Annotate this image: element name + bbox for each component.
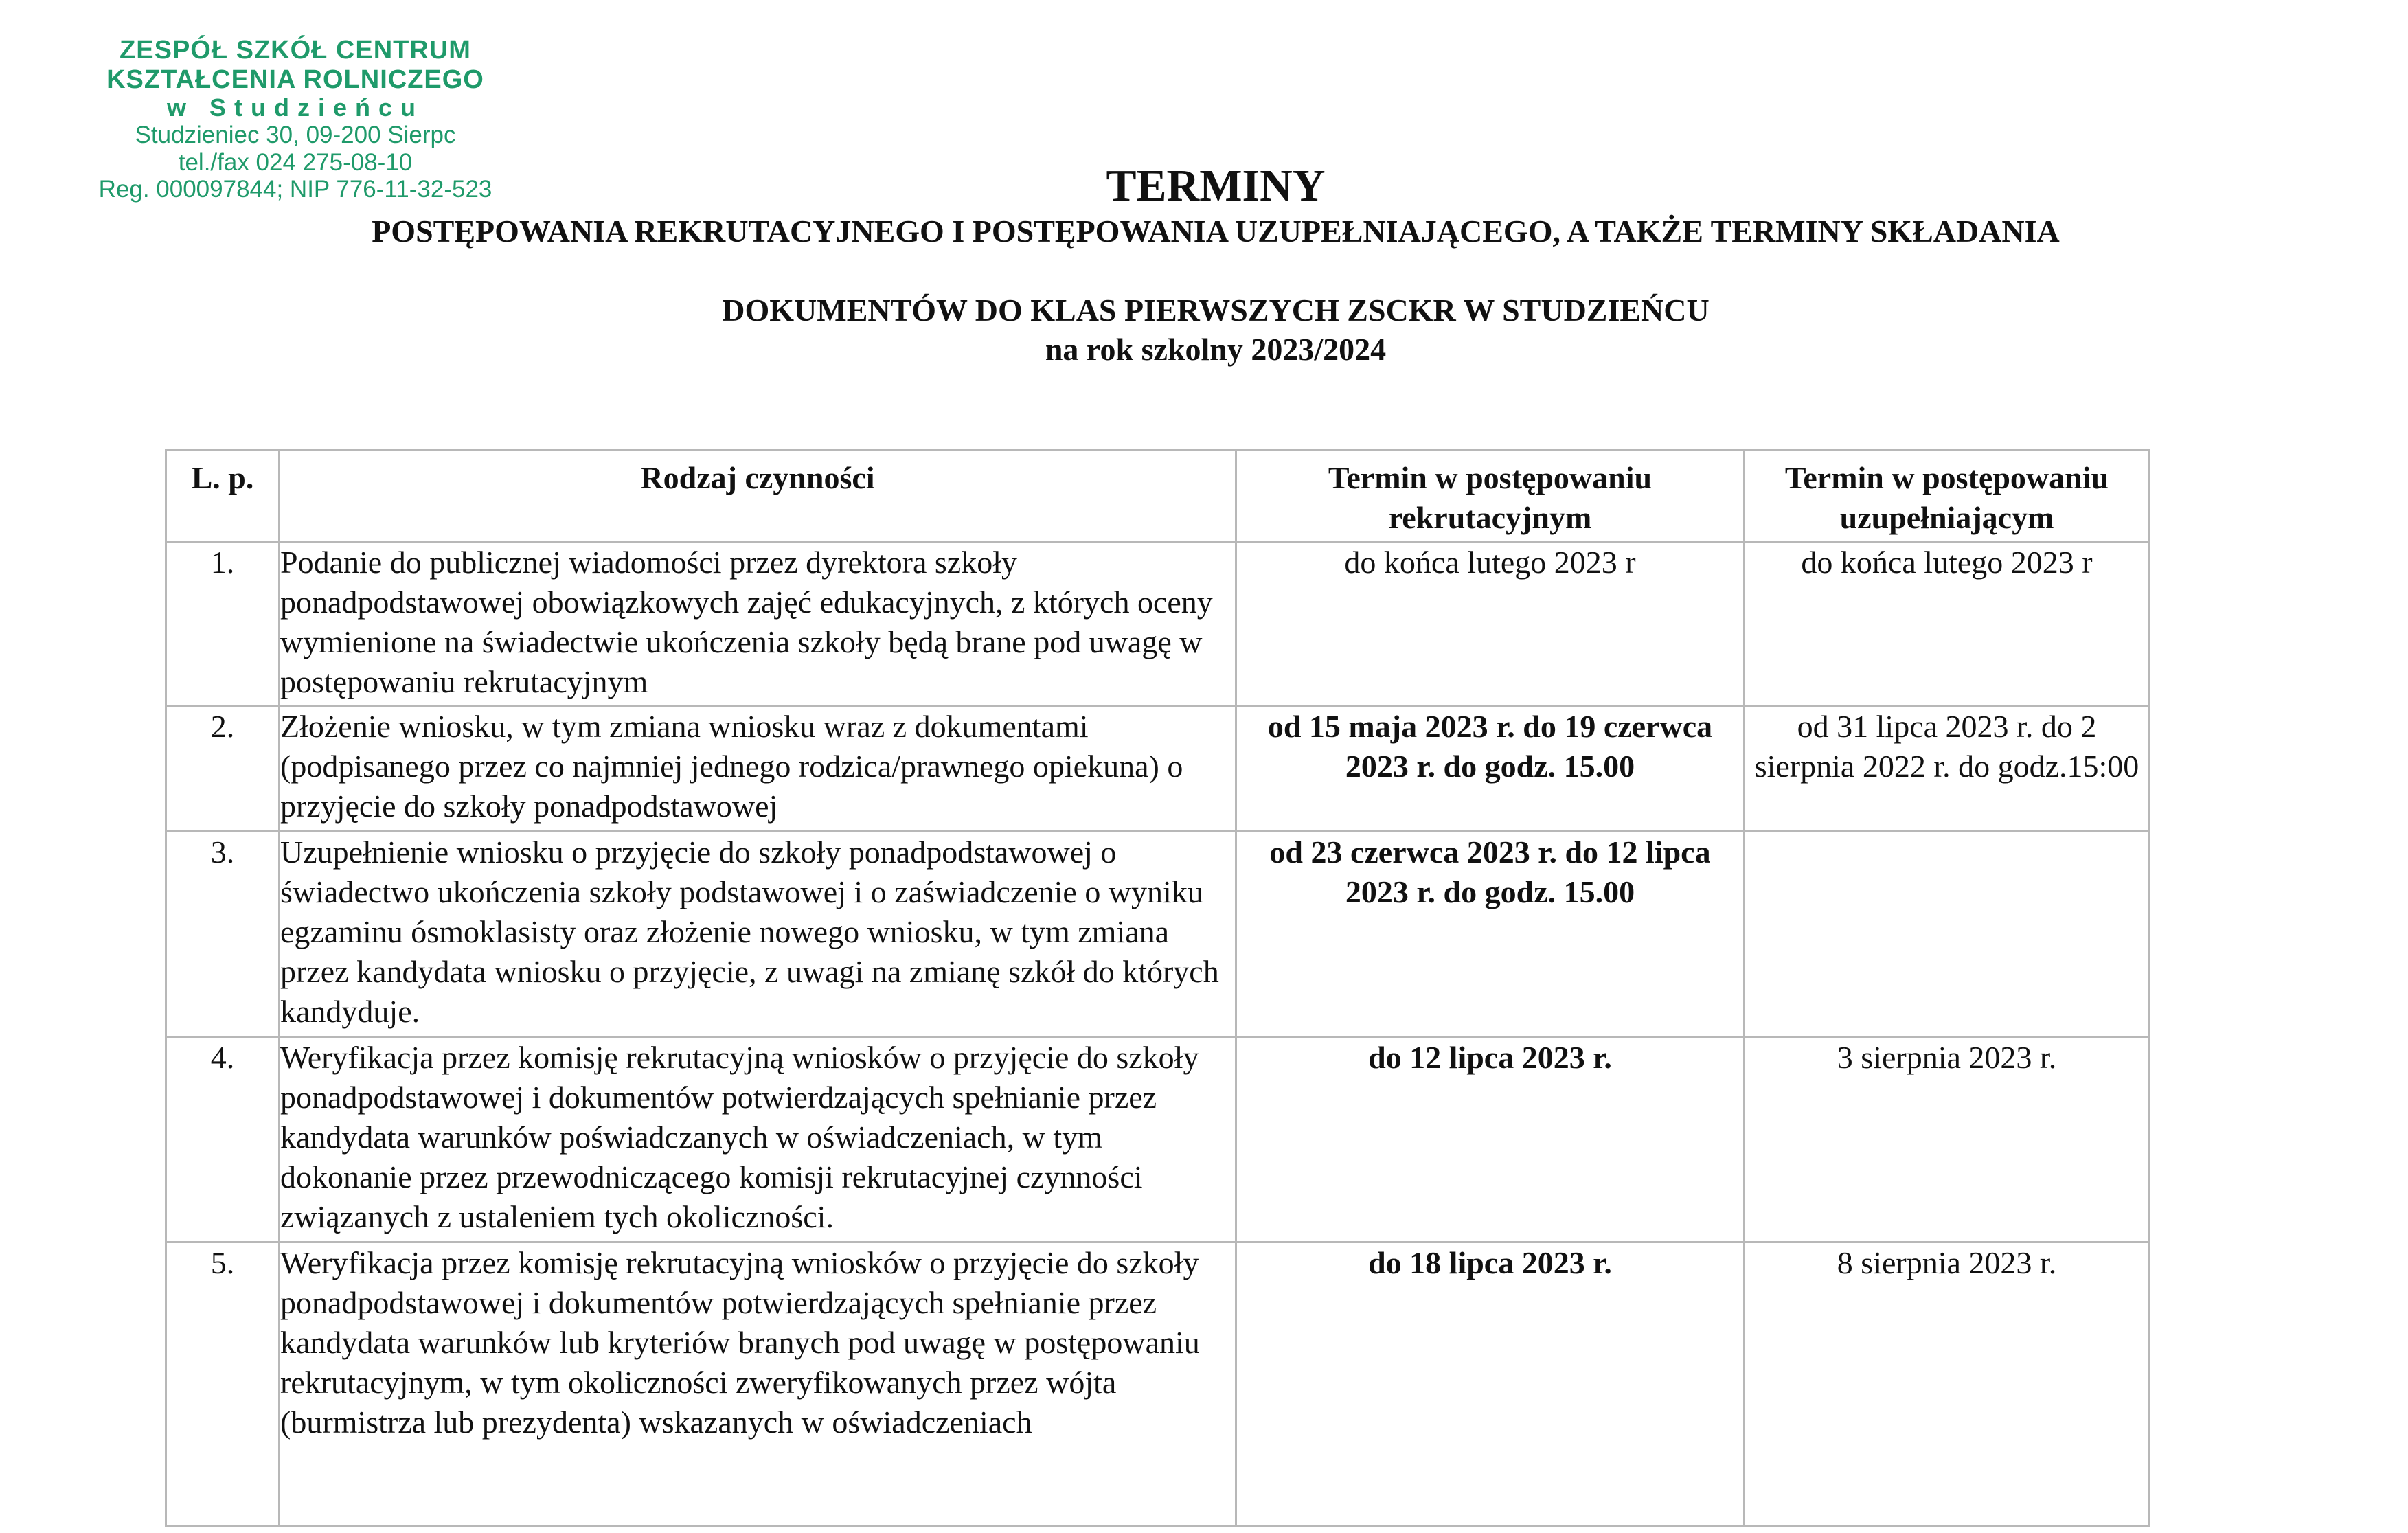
header-activity: Rodzaj czynności [280, 451, 1236, 542]
header-lp: L. p. [166, 451, 280, 542]
stamp-line-school-name-2: KSZTAŁCENIA ROLNICZEGO [106, 65, 484, 94]
schedule-table [165, 449, 2150, 1527]
stamp-line-school-name: ZESPÓŁ SZKÓŁ CENTRUM [120, 36, 471, 65]
page-title: TERMINY [1106, 161, 1326, 211]
table-row [166, 706, 2150, 832]
row-supplementary-term: do końca lutego 2023 r [1745, 542, 2150, 706]
page-subtitle-line-2: DOKUMENTÓW DO KLAS PIERWSZYCH ZSCKR W STUDZIEŃCU [722, 293, 1710, 328]
row-supplementary-term: od 31 lipca 2023 r. do 2 sierpnia 2022 r. do godz.15:00 [1745, 706, 2150, 832]
table-header-row [166, 451, 2150, 542]
header-recruitment-term: Termin w postępowaniu rekrutacyjnym [1236, 451, 1745, 542]
row-activity: Weryfikacja przez komisję rekrutacyjną wniosków o przyjęcie do szkoły ponadpodstawowej i dokumentów potwierdzających spełnianie przez kandydata warunków poświadczanych w oświadczeniach, w tym dokonanie przez przewodniczącego komisji rekrutacyjnej czynności związanych z ustaleniem tych okoliczności. [280, 1037, 1236, 1242]
row-recruitment-term: od 23 czerwca 2023 r. do 12 lipca 2023 r. do godz. 15.00 [1236, 832, 1745, 1037]
row-activity: Podanie do publicznej wiadomości przez dyrektora szkoły ponadpodstawowej obowiązkowych zajęć edukacyjnych, z których oceny wymienione na świadectwie ukończenia szkoły będą brane pod uwagę w postępowaniu rekrutacyjnym [280, 542, 1236, 706]
stamp-line-registration: Reg. 000097844; NIP 776-11-32-523 [98, 175, 492, 203]
row-recruitment-term: do 12 lipca 2023 r. [1236, 1037, 1745, 1242]
row-number: 1. [166, 542, 280, 706]
row-recruitment-term: do końca lutego 2023 r [1236, 542, 1745, 706]
row-recruitment-term: do 18 lipca 2023 r. [1236, 1242, 1745, 1526]
stamp-line-phone: tel./fax 024 275-08-10 [178, 148, 413, 176]
row-supplementary-term: 3 sierpnia 2023 r. [1745, 1037, 2150, 1242]
row-number: 2. [166, 706, 280, 832]
row-activity: Uzupełnienie wniosku o przyjęcie do szkoły ponadpodstawowej o świadectwo ukończenia szkoły podstawowej i o zaświadczenie o wyniku egzaminu ósmoklasisty oraz złożenie nowego wniosku, w tym zmiana przez kandydata wniosku o przyjęcie, z uwagi na zmianę szkół do których kandyduje. [280, 832, 1236, 1037]
header-supplementary-term: Termin w postępowaniu uzupełniającym [1745, 451, 2150, 542]
page-subtitle-line-1: POSTĘPOWANIA REKRUTACYJNEGO I POSTĘPOWANIA UZUPEŁNIAJĄCEGO, A TAKŻE TERMINY SKŁADANIA [372, 214, 2060, 249]
row-activity: Weryfikacja przez komisję rekrutacyjną wniosków o przyjęcie do szkoły ponadpodstawowej i dokumentów potwierdzających spełnianie przez kandydata warunków lub kryteriów branych pod uwagę w postępowaniu rekrutacyjnym, w tym okoliczności zweryfikowanych przez wójta (burmistrza lub prezydenta) wskazanych w oświadczeniach [280, 1242, 1236, 1526]
row-recruitment-term: od 15 maja 2023 r. do 19 czerwca 2023 r. do godz. 15.00 [1236, 706, 1745, 832]
row-supplementary-term [1745, 832, 2150, 1037]
school-stamp [69, 36, 522, 203]
stamp-line-location: w Studzieńcu [166, 93, 424, 122]
school-year: na rok szkolny 2023/2024 [1045, 332, 1387, 367]
row-number: 5. [166, 1242, 280, 1526]
table-row [166, 542, 2150, 706]
table-row [166, 832, 2150, 1037]
table-row [166, 1242, 2150, 1526]
stamp-line-address: Studzieniec 30, 09-200 Sierpc [135, 122, 456, 149]
row-supplementary-term: 8 sierpnia 2023 r. [1745, 1242, 2150, 1526]
row-activity: Złożenie wniosku, w tym zmiana wniosku wraz z dokumentami (podpisanego przez co najmniej jednego rodzica/prawnego opiekuna) o przyjęcie do szkoły ponadpodstawowej [280, 706, 1236, 832]
row-number: 3. [166, 832, 280, 1037]
row-number: 4. [166, 1037, 280, 1242]
table-row [166, 1037, 2150, 1242]
